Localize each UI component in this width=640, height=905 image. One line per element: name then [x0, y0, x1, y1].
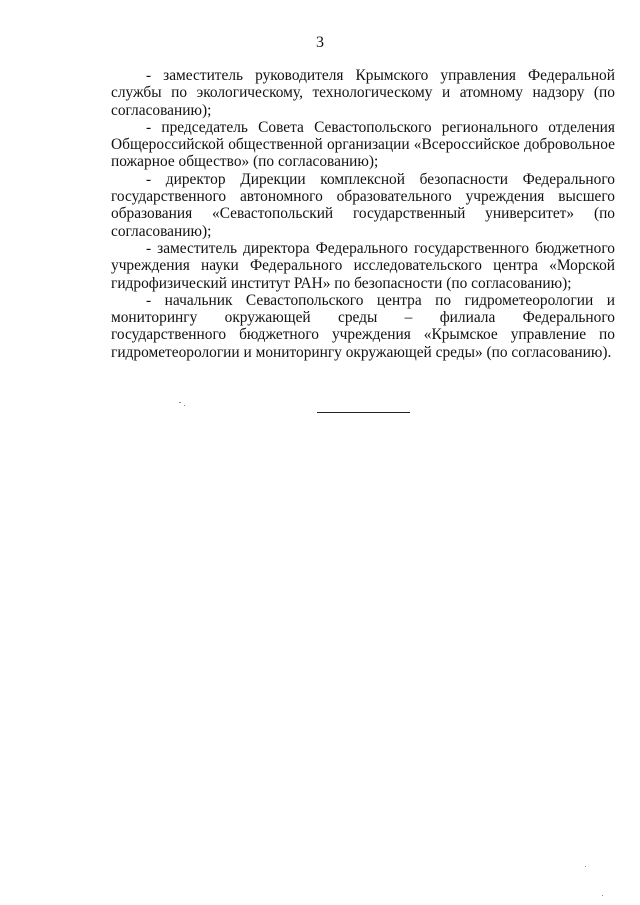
- list-item: - председатель Совета Севастопольского регионального отделения Общероссийской общественной организации «Всероссийское добровольное пожарное общество» (по согласованию);: [111, 118, 615, 171]
- scan-speck: [585, 866, 586, 867]
- list-item: - заместитель руководителя Крымского управления Федеральной службы по экологическому, технологическому и атомному надзору (по согласованию);: [111, 67, 615, 119]
- scan-speck: [179, 402, 181, 403]
- scan-speck: [184, 405, 185, 406]
- list-item: - директор Дирекции комплексной безопасности Федерального государственного автономного образовательного учреждения высшего образования «Севастопольский государственный университет» (по согласованию);: [111, 170, 615, 240]
- list-item: - начальник Севастопольского центра по гидрометеорологии и мониторингу окружающей среды – филиала Федерального государственного бюджетного учреждения «Крымское управление по гидрометеорологии и мониторингу окружающей среды» (по согласованию).: [111, 291, 615, 361]
- document-body: [111, 67, 615, 361]
- scan-speck: [602, 895, 603, 896]
- page-number: 3: [316, 34, 324, 51]
- list-item: - заместитель директора Федерального государственного бюджетного учреждения науки Федерального исследовательского центра «Морской гидрофизический институт РАН» по безопасности (по согласованию);: [111, 239, 615, 292]
- end-divider-line: [317, 412, 410, 413]
